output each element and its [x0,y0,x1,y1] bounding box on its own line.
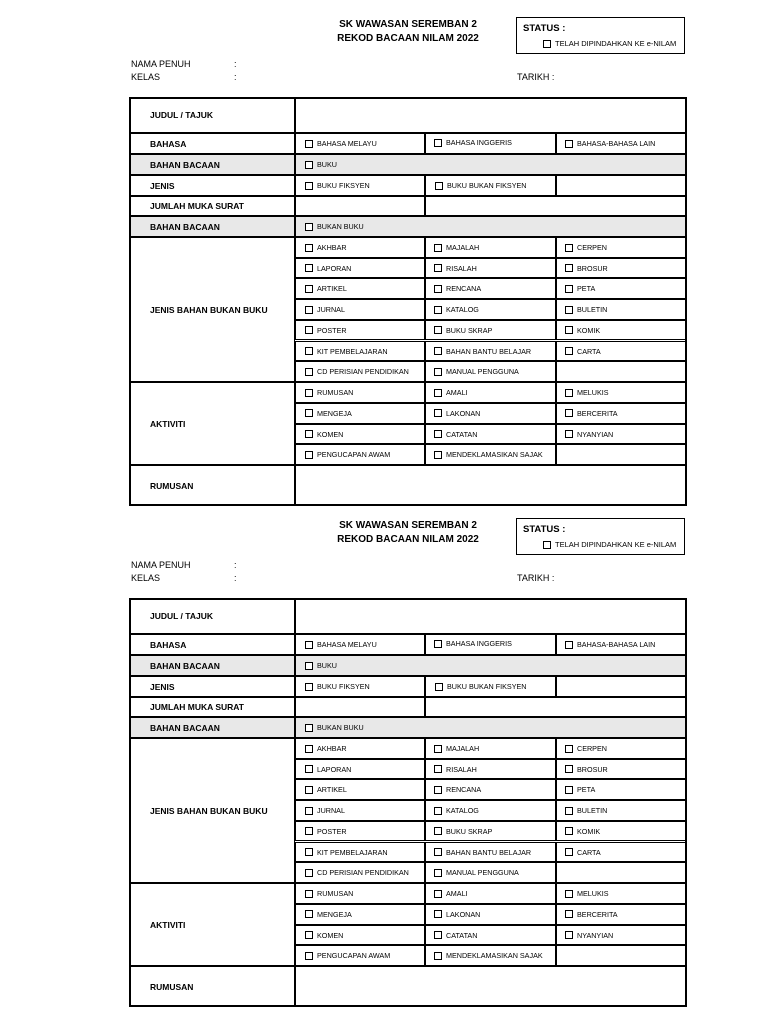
row-label-judul: JUDUL / TAJUK [129,97,295,133]
option-buku-fiksyen[interactable]: BUKU FIKSYEN [305,682,370,691]
checkbox[interactable] [434,285,442,293]
option-bahasa-inggeris[interactable]: BAHASA INGGERIS [434,639,512,648]
checkbox[interactable] [565,931,573,939]
checkbox[interactable] [435,683,443,691]
row-label-rumusan: RUMUSAN [129,465,295,506]
checkbox[interactable] [305,952,313,960]
row-label-jenis: JENIS [129,676,295,697]
checkbox[interactable] [305,223,313,231]
checkbox[interactable] [434,139,442,147]
status-box [516,518,685,555]
date-label: TARIKH : [517,573,555,583]
status-box [516,17,685,54]
aktiviti-option[interactable]: MELUKIS [565,388,609,397]
option-bahasa-inggeris[interactable]: BAHASA INGGERIS [434,138,512,147]
status-option[interactable] [543,540,676,549]
checkbox[interactable] [565,326,573,334]
bukan-buku-option[interactable]: JURNAL [305,305,345,314]
row-label-jenis-bukan-buku: JENIS BAHAN BUKAN BUKU [129,237,295,382]
checkbox[interactable] [434,765,442,773]
checkbox[interactable] [565,641,573,649]
bukan-buku-option[interactable]: KIT PEMBELAJARAN [305,848,388,857]
checkbox[interactable] [565,910,573,918]
checkbox[interactable] [305,161,313,169]
checkbox[interactable] [305,786,313,794]
row-label-aktiviti: AKTIVITI [129,382,295,465]
checkbox[interactable] [565,285,573,293]
bukan-buku-option[interactable]: CARTA [565,848,601,857]
reading-record-table [129,97,687,506]
name-label: NAMA PENUH [131,560,191,570]
aktiviti-option[interactable]: PENGUCAPAN AWAM [305,450,390,459]
row-label-bahasa: BAHASA [129,133,295,154]
row-label-bahan-bacaan-2: BAHAN BACAAN [129,717,295,738]
checkbox[interactable] [305,827,313,835]
record-title: REKOD BACAAN NILAM 2022 [337,534,479,545]
bukan-buku-option[interactable]: BAHAN BANTU BELAJAR [434,848,531,857]
bukan-buku-option[interactable]: AKHBAR [305,243,347,252]
checkbox[interactable] [305,244,313,252]
status-option-label: TELAH DIPINDAHKAN KE e-NILAM [555,39,677,48]
aktiviti-option[interactable]: NYANYIAN [565,931,613,940]
row-label-aktiviti: AKTIVITI [129,883,295,966]
aktiviti-option[interactable]: PENGUCAPAN AWAM [305,951,390,960]
aktiviti-option[interactable]: MENGEJA [305,910,352,919]
aktiviti-option[interactable]: BERCERITA [565,409,618,418]
checkbox[interactable] [305,848,313,856]
jumlah-input[interactable] [295,697,425,717]
checkbox[interactable] [565,389,573,397]
checkbox[interactable] [434,869,442,877]
checkbox[interactable] [305,285,313,293]
aktiviti-option[interactable]: LAKONAN [434,409,480,418]
rumusan-input[interactable] [295,465,687,506]
bukan-buku-option[interactable]: CD PERISIAN PENDIDIKAN [305,367,409,376]
date-label: TARIKH : [517,72,555,82]
option-cell [556,862,687,883]
bukan-buku-option[interactable]: LAPORAN [305,765,351,774]
checkbox[interactable] [305,409,313,417]
school-name: SK WAWASAN SEREMBAN 2 [339,19,477,30]
option-cell [556,444,687,465]
checkbox[interactable] [305,910,313,918]
name-label: NAMA PENUH [131,59,191,69]
checkbox[interactable] [305,683,313,691]
checkbox[interactable] [305,662,313,670]
name-colon: : [234,59,237,69]
jenis-cell-3 [556,676,687,697]
status-label: STATUS : [523,23,566,34]
aktiviti-option[interactable]: NYANYIAN [565,430,613,439]
checkbox[interactable] [305,182,313,190]
option-bahasa-melayu[interactable]: BAHASA MELAYU [305,139,377,148]
checkbox[interactable] [434,807,442,815]
checkbox[interactable] [305,326,313,334]
class-label: KELAS [131,72,161,82]
checkbox[interactable] [305,745,313,753]
checkbox[interactable] [434,890,442,898]
option-bukan-buku[interactable]: BUKAN BUKU [305,222,364,231]
aktiviti-option[interactable]: AMALI [434,388,468,397]
checkbox[interactable] [434,827,442,835]
checkbox[interactable] [565,409,573,417]
option-bahasa-melayu[interactable]: BAHASA MELAYU [305,640,377,649]
name-colon: : [234,560,237,570]
bukan-buku-option[interactable]: KOMIK [565,827,600,836]
aktiviti-option[interactable]: AMALI [434,889,468,898]
aktiviti-option[interactable]: MENDEKLAMASIKAN SAJAK [434,450,543,459]
bukan-buku-option[interactable]: CERPEN [565,243,607,252]
bukan-buku-option[interactable]: AKHBAR [305,744,347,753]
option-cell [556,945,687,966]
checkbox[interactable] [543,40,551,48]
option-buku-bukan-fiksyen[interactable]: BUKU BUKAN FIKSYEN [435,682,526,691]
bukan-buku-option[interactable]: KOMIK [565,326,600,335]
bukan-buku-option[interactable]: CARTA [565,347,601,356]
checkbox[interactable] [435,182,443,190]
option-buku[interactable]: BUKU [305,160,337,169]
aktiviti-option[interactable]: MENGEJA [305,409,352,418]
checkbox[interactable] [565,140,573,148]
status-label: STATUS : [523,524,566,535]
aktiviti-option[interactable]: MELUKIS [565,889,609,898]
row-label-bahan-bacaan: BAHAN BACAAN [129,154,295,175]
option-buku-bukan-fiksyen[interactable]: BUKU BUKAN FIKSYEN [435,181,526,190]
checkbox[interactable] [305,807,313,815]
option-buku-fiksyen[interactable]: BUKU FIKSYEN [305,181,370,190]
option-buku[interactable]: BUKU [305,661,337,670]
bukan-buku-option[interactable]: BAHAN BANTU BELAJAR [434,347,531,356]
aktiviti-option[interactable]: CATATAN [434,430,477,439]
aktiviti-option[interactable]: LAKONAN [434,910,480,919]
bukan-buku-option[interactable]: CERPEN [565,744,607,753]
checkbox[interactable] [434,931,442,939]
judul-input[interactable] [295,598,687,634]
bahan-bacaan-cell [295,655,687,676]
option-bahasa-lain[interactable]: BAHASA-BAHASA LAIN [565,139,655,148]
checkbox[interactable] [434,451,442,459]
bukan-buku-option[interactable]: POSTER [305,827,347,836]
judul-input[interactable] [295,97,687,133]
jumlah-blank [425,196,687,216]
aktiviti-option[interactable]: RUMUSAN [305,388,353,397]
bukan-buku-option[interactable]: KIT PEMBELAJARAN [305,347,388,356]
checkbox[interactable] [434,347,442,355]
checkbox[interactable] [434,786,442,794]
checkbox[interactable] [434,264,442,272]
bukan-buku-option[interactable]: MANUAL PENGGUNA [434,868,519,877]
aktiviti-option[interactable]: KOMEN [305,430,343,439]
checkbox[interactable] [434,640,442,648]
checkbox[interactable] [434,430,442,438]
bukan-buku-option[interactable]: BROSUR [565,264,608,273]
class-label: KELAS [131,573,161,583]
status-option-label: TELAH DIPINDAHKAN KE e-NILAM [555,540,677,549]
checkbox[interactable] [305,765,313,773]
school-name: SK WAWASAN SEREMBAN 2 [339,520,477,531]
bukan-buku-option[interactable]: ARTIKEL [305,785,347,794]
bukan-buku-option[interactable]: RISALAH [434,264,477,273]
checkbox[interactable] [305,724,313,732]
option-bukan-buku[interactable]: BUKAN BUKU [305,723,364,732]
bukan-buku-option[interactable]: ARTIKEL [305,284,347,293]
bukan-buku-option[interactable]: RISALAH [434,765,477,774]
bukan-buku-option[interactable]: RENCANA [434,785,481,794]
checkbox[interactable] [434,952,442,960]
reading-record-table [129,598,687,1007]
checkbox[interactable] [565,786,573,794]
row-label-rumusan: RUMUSAN [129,966,295,1007]
checkbox[interactable] [305,389,313,397]
bukan-buku-option[interactable]: MANUAL PENGGUNA [434,367,519,376]
row-label-jumlah: JUMLAH MUKA SURAT [129,196,295,216]
bukan-buku-option[interactable]: BULETIN [565,305,607,314]
checkbox[interactable] [565,264,573,272]
checkbox[interactable] [305,931,313,939]
checkbox[interactable] [305,869,313,877]
bukan-buku-option[interactable]: KATALOG [434,305,479,314]
checkbox[interactable] [434,409,442,417]
row-label-bahan-bacaan: BAHAN BACAAN [129,655,295,676]
checkbox[interactable] [434,745,442,753]
class-colon: : [234,72,237,82]
checkbox[interactable] [305,306,313,314]
bukan-buku-option[interactable]: MAJALAH [434,243,479,252]
reading-record-form-2 [0,501,768,1001]
checkbox[interactable] [305,368,313,376]
checkbox[interactable] [565,890,573,898]
bukan-buku-option[interactable]: BROSUR [565,765,608,774]
checkbox[interactable] [305,140,313,148]
row-label-jenis: JENIS [129,175,295,196]
aktiviti-option[interactable]: BERCERITA [565,910,618,919]
bukan-buku-option[interactable]: PETA [565,284,595,293]
bukan-buku-option[interactable]: KATALOG [434,806,479,815]
checkbox[interactable] [305,430,313,438]
record-title: REKOD BACAAN NILAM 2022 [337,33,479,44]
bukan-buku-option[interactable]: MAJALAH [434,744,479,753]
bukan-buku-option[interactable]: BULETIN [565,806,607,815]
class-colon: : [234,573,237,583]
checkbox[interactable] [305,347,313,355]
checkbox[interactable] [434,848,442,856]
checkbox[interactable] [565,244,573,252]
checkbox[interactable] [305,264,313,272]
row-label-judul: JUDUL / TAJUK [129,598,295,634]
aktiviti-option[interactable]: RUMUSAN [305,889,353,898]
rumusan-input[interactable] [295,966,687,1007]
aktiviti-option[interactable]: KOMEN [305,931,343,940]
checkbox[interactable] [434,368,442,376]
option-cell [556,361,687,382]
jumlah-input[interactable] [295,196,425,216]
checkbox[interactable] [565,430,573,438]
checkbox[interactable] [543,541,551,549]
checkbox[interactable] [305,890,313,898]
bukan-buku-option[interactable]: JURNAL [305,806,345,815]
checkbox[interactable] [434,910,442,918]
row-label-jenis-bukan-buku: JENIS BAHAN BUKAN BUKU [129,738,295,883]
aktiviti-option[interactable]: CATATAN [434,931,477,940]
status-option[interactable] [543,39,676,48]
checkbox[interactable] [565,745,573,753]
aktiviti-option[interactable]: MENDEKLAMASIKAN SAJAK [434,951,543,960]
checkbox[interactable] [434,306,442,314]
reading-record-form-1 [0,0,768,500]
bukan-buku-option[interactable]: PETA [565,785,595,794]
bukan-buku-option[interactable]: LAPORAN [305,264,351,273]
bahan-bacaan-cell [295,154,687,175]
checkbox[interactable] [565,807,573,815]
row-label-bahasa: BAHASA [129,634,295,655]
checkbox[interactable] [565,306,573,314]
checkbox[interactable] [305,451,313,459]
jumlah-blank [425,697,687,717]
row-label-jumlah: JUMLAH MUKA SURAT [129,697,295,717]
bukan-buku-option[interactable]: BUKU SKRAP [434,827,492,836]
jenis-cell-3 [556,175,687,196]
bukan-buku-option[interactable]: RENCANA [434,284,481,293]
checkbox[interactable] [565,765,573,773]
bukan-buku-option[interactable]: BUKU SKRAP [434,326,492,335]
checkbox[interactable] [434,389,442,397]
bukan-buku-option[interactable]: CD PERISIAN PENDIDIKAN [305,868,409,877]
row-label-bahan-bacaan-2: BAHAN BACAAN [129,216,295,237]
checkbox[interactable] [434,244,442,252]
bukan-buku-option[interactable]: POSTER [305,326,347,335]
checkbox[interactable] [565,827,573,835]
checkbox[interactable] [434,326,442,334]
option-bahasa-lain[interactable]: BAHASA-BAHASA LAIN [565,640,655,649]
checkbox[interactable] [305,641,313,649]
checkbox[interactable] [565,347,573,355]
checkbox[interactable] [565,848,573,856]
